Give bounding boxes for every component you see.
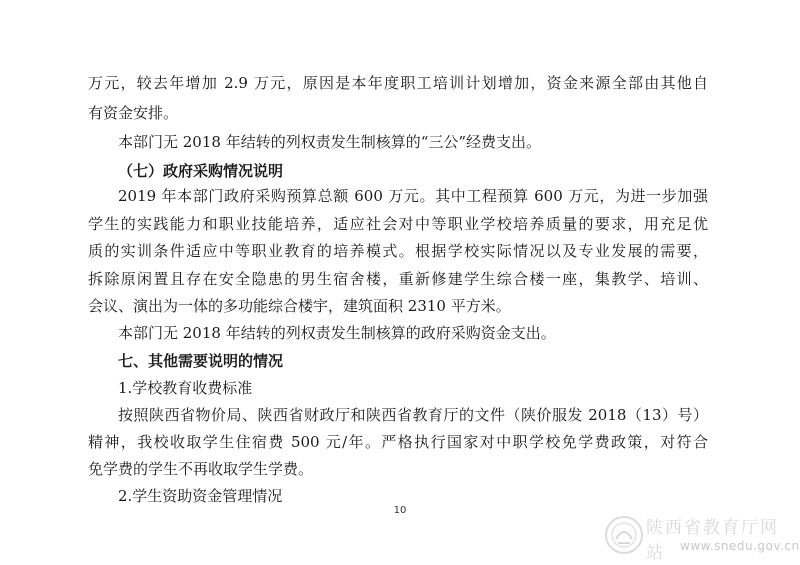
- section-heading-other: 七、其他需要说明的情况: [118, 352, 284, 370]
- paragraph-3-line-5: 会议、演出为一体的多功能综合楼宇，建筑面积 2310 平方米。: [88, 297, 511, 315]
- subheading-fee-standard: 1.学校教育收费标准: [118, 379, 253, 397]
- emblem-logo-icon: [602, 513, 646, 557]
- paragraph-5-line-2: 精神，我校收取学生住宿费 500 元/年。严格执行国家对中职学校免学费政策，对符合: [88, 433, 708, 451]
- paragraph-3-line-2: 学生的实践能力和职业技能培养，适应社会对中等职业学校培养质量的要求，用充足优: [88, 215, 708, 233]
- paragraph-1-line-1: 万元，较去年增加 2.9 万元，原因是本年度职工培训计划增加，资金来源全部由其他自: [88, 74, 708, 92]
- paragraph-3-line-4: 拆除原闲置且存在安全隐患的男生宿舍楼，重新修建学生综合楼一座，集教学、培训、: [88, 270, 708, 288]
- watermark-url: www.snedu.gov.cn: [680, 539, 800, 553]
- subheading-aid-management: 2.学生资助资金管理情况: [118, 487, 283, 505]
- site-watermark: [602, 511, 800, 563]
- paragraph-3-line-1: 2019 年本部门政府采购预算总额 600 万元。其中工程预算 600 万元，为进一步加强: [118, 187, 708, 205]
- section-heading-procurement: （七）政府采购情况说明: [118, 162, 284, 180]
- paragraph-5-line-1: 按照陕西省物价局、陕西省财政厅和陕西省教育厅的文件（陕价服发 2018（13）号）: [118, 406, 708, 424]
- paragraph-5-line-3: 免学费的学生不再收取学生学费。: [88, 460, 314, 478]
- paragraph-2: 本部门无 2018 年结转的列权责发生制核算的“三公”经费支出。: [118, 133, 542, 151]
- paragraph-1-line-2: 有资金安排。: [88, 104, 179, 122]
- watermark-site-name: 陕西省教育厅网站: [646, 518, 779, 563]
- paragraph-4: 本部门无 2018 年结转的列权责发生制核算的政府采购资金支出。: [118, 324, 556, 342]
- paragraph-3-line-3: 质的实训条件适应中等职业教育的培养模式。根据学校实际情况以及专业发展的需要，: [88, 242, 708, 260]
- page-number: 10: [393, 505, 407, 516]
